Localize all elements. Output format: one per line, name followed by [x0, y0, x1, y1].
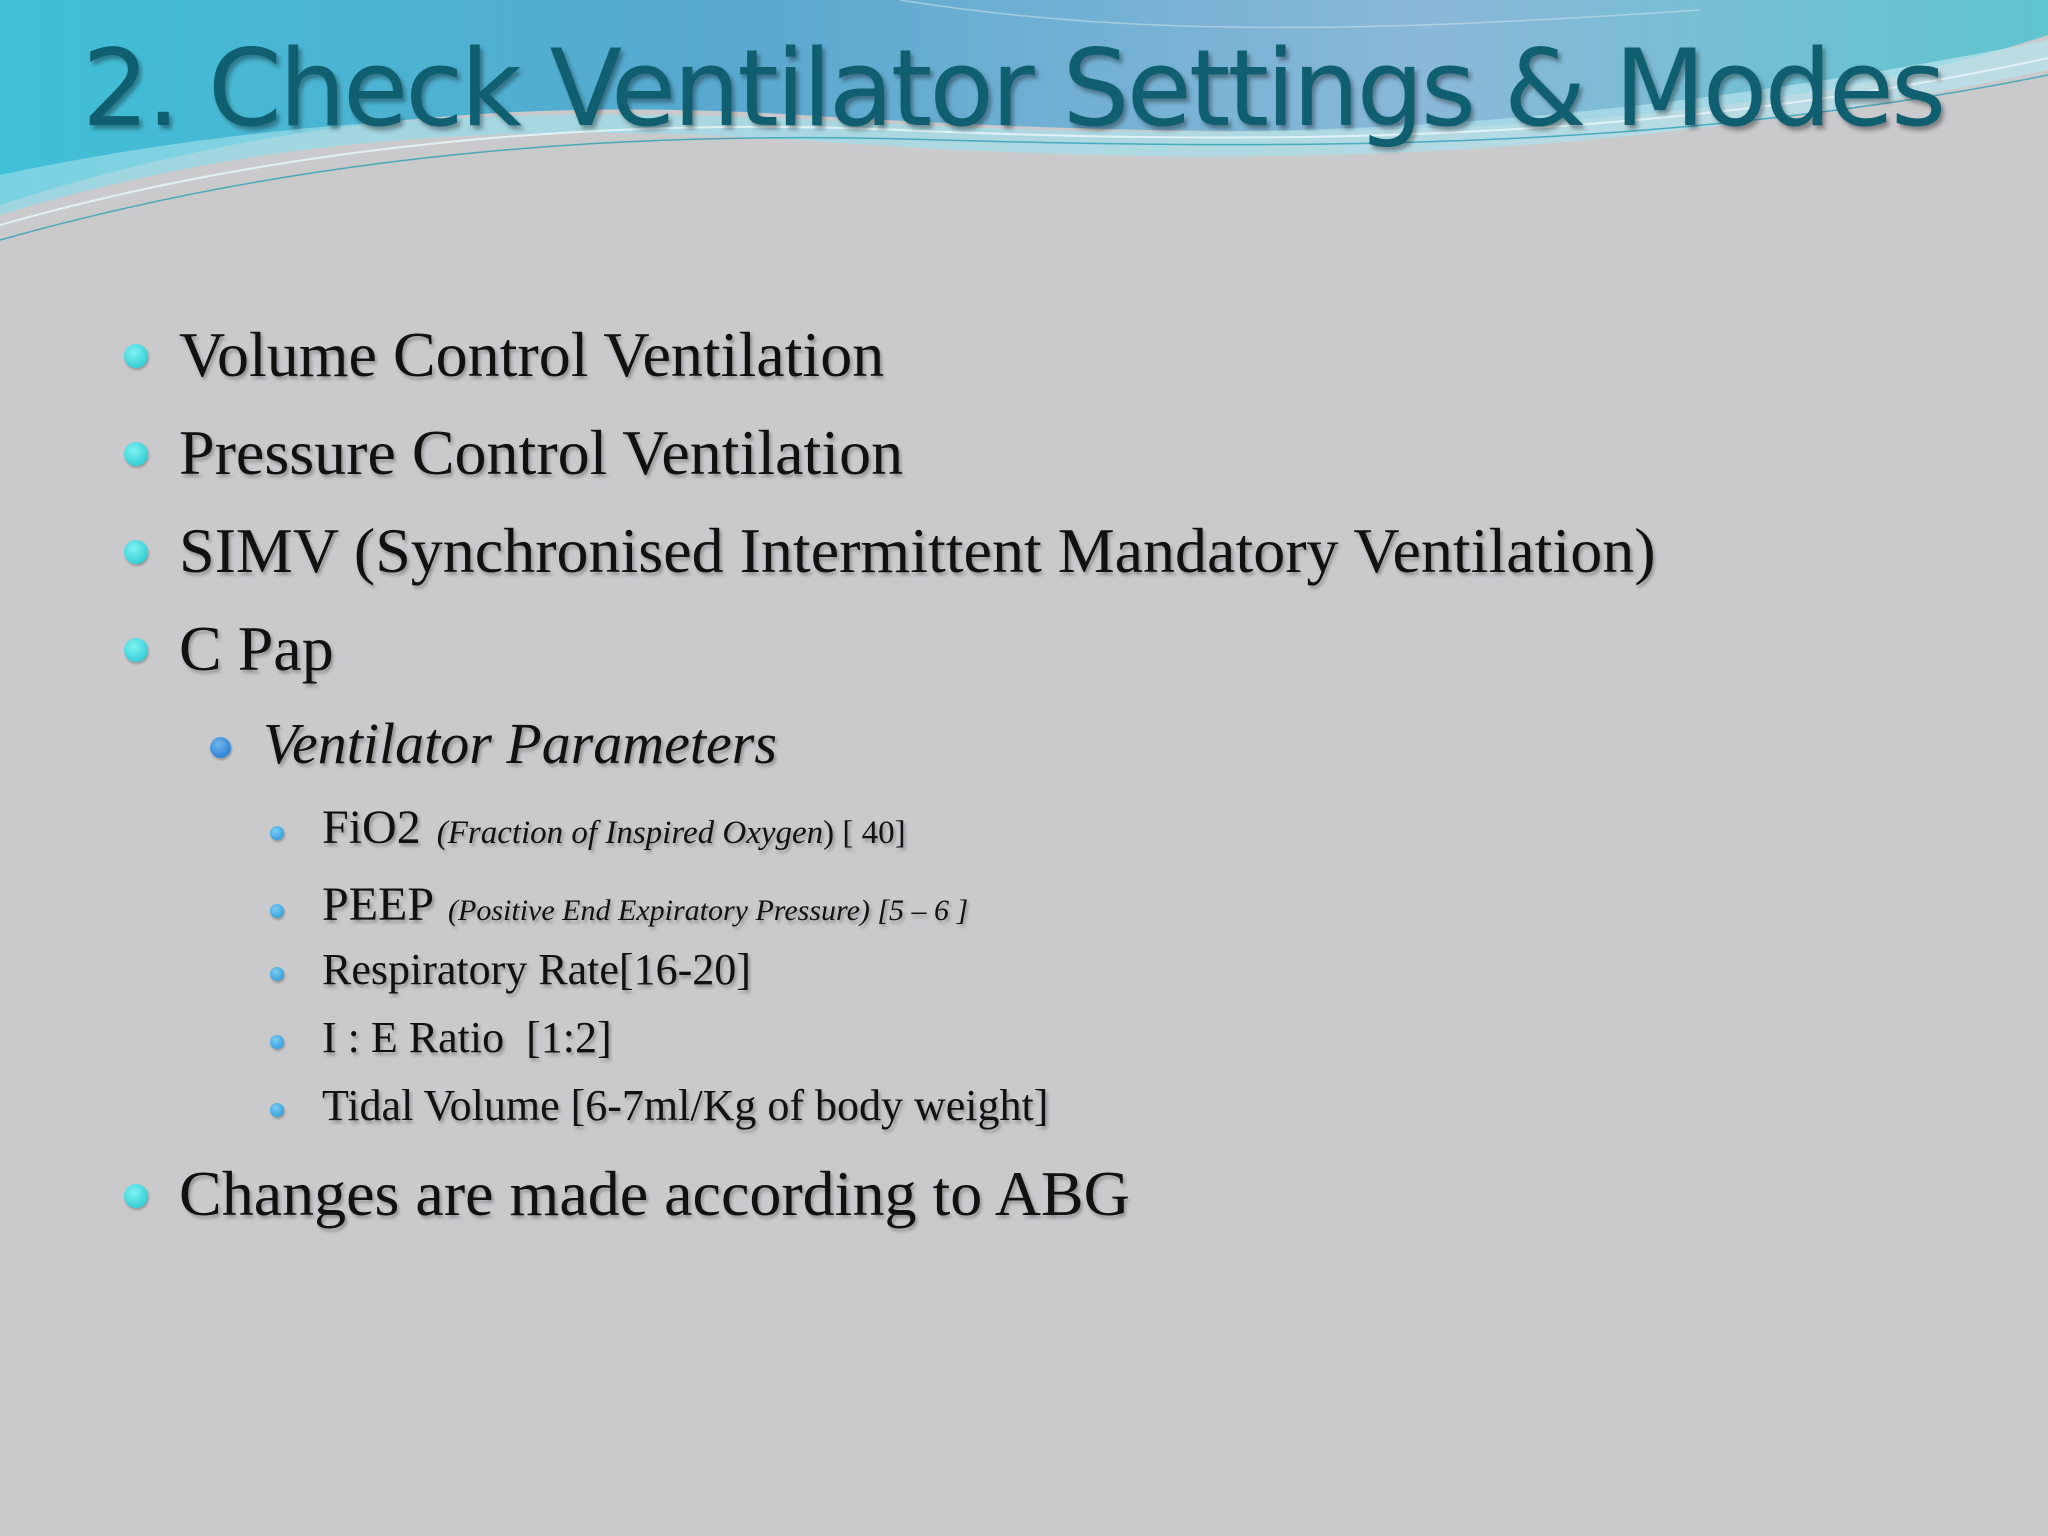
parameter-peep-name: PEEP — [322, 878, 435, 931]
mode-item: C Pap — [179, 613, 334, 684]
parameter-ie-ratio: I : E Ratio [1:2] — [322, 1013, 612, 1062]
bullet-icon — [270, 1035, 284, 1049]
parameter-tidal-volume: Tidal Volume [6-7ml/Kg of body weight] — [322, 1081, 1049, 1130]
mode-item: Volume Control Ventilation — [179, 319, 885, 390]
bullet-icon — [210, 737, 231, 758]
mode-item: Pressure Control Ventilation — [179, 417, 904, 488]
bullet-icon — [270, 904, 284, 918]
closing-item: Changes are made according to ABG — [179, 1158, 1130, 1229]
parameter-respiratory-rate: Respiratory Rate[16-20] — [322, 945, 751, 994]
bullet-icon — [124, 540, 148, 564]
parameters-heading: Ventilator Parameters — [263, 711, 777, 776]
slide-title: 2. Check Ventilator Settings & Modes — [82, 27, 1944, 150]
bullet-icon — [270, 1103, 284, 1117]
parameter-peep — [322, 877, 968, 932]
parameter-fio2-value: ) [ 40] — [823, 815, 906, 851]
bullet-icon — [124, 344, 148, 368]
parameter-fio2-name: FiO2 — [322, 801, 421, 854]
bullet-icon — [270, 826, 284, 840]
parameter-fio2-desc: (Fraction of Inspired Oxygen — [436, 815, 824, 851]
parameter-fio2 — [322, 800, 906, 855]
bullet-icon — [124, 1184, 148, 1208]
parameter-peep-desc: (Positive End Expiratory Pressure) [5 – 6 ] — [448, 894, 969, 927]
bullet-icon — [270, 967, 284, 981]
mode-item: SIMV (Synchronised Intermittent Mandatory Ventilation) — [179, 515, 1656, 586]
bullet-icon — [124, 442, 148, 466]
bullet-icon — [124, 638, 148, 662]
